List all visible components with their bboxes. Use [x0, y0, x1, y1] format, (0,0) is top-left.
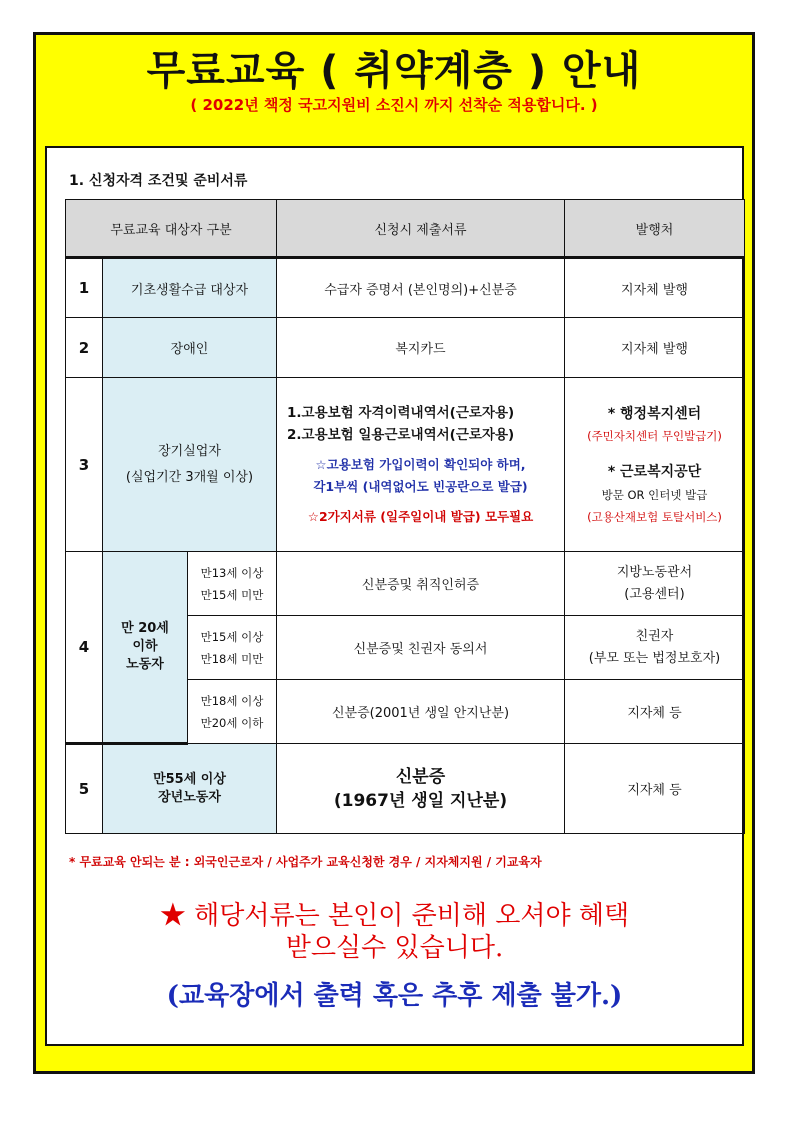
table-row [66, 552, 745, 616]
issuer-detail: (주민자치센터 무인발급기) [587, 428, 722, 443]
target-condition: (실업기간 3개월 이상) [125, 469, 254, 485]
doc-note: 각1부씩 (내역없어도 빈공란으로 발급) [313, 478, 528, 494]
table-row [66, 258, 745, 318]
target-cell [103, 378, 277, 552]
row-number: 4 [66, 552, 103, 744]
issuer-cell: 지자체 발행 [565, 318, 745, 378]
docs-cell: 복지카드 [277, 318, 565, 378]
issuer-cell [565, 378, 745, 552]
docs-cell: 신분증및 취직인허증 [277, 552, 565, 616]
target-label: 장년노동자 [158, 790, 221, 805]
notice-line: ★ 해당서류는 본인이 준비해 오셔야 혜택 [159, 901, 630, 931]
section-title: 1. 신청자격 조건및 준비서류 [69, 173, 248, 189]
issuer-name: 친권자 [635, 628, 674, 644]
table-row [66, 378, 745, 552]
docs-cell: 신분증및 친권자 동의서 [277, 616, 565, 680]
age-to: 만15세 미만 [200, 587, 264, 602]
age-cell [188, 552, 277, 616]
issuer-cell [565, 616, 745, 680]
doc-item: 1.고용보험 자격이력내역서(근로자용) [287, 404, 515, 421]
age-to: 만20세 이하 [200, 715, 264, 730]
target-label: 장기실업자 [158, 443, 221, 459]
docs-cell: 신분증(2001년 생일 안지난분) [277, 680, 565, 744]
issuer-detail: (고용산재보험 토탈서비스) [587, 509, 722, 524]
docs-cell [277, 744, 565, 834]
page-subtitle: ( 2022년 책정 국고지원비 소진시 까지 선착순 적용합니다. ) [190, 96, 598, 114]
row-number: 2 [66, 318, 103, 378]
age-from: 만13세 이상 [200, 565, 264, 580]
page-title: 무료교육 ( 취약계층 ) 안내 [146, 48, 642, 94]
target-label: 만 20세 [121, 621, 169, 636]
target-cell [103, 744, 277, 834]
target-cell: 기초생활수급 대상자 [103, 258, 277, 318]
issuer-cell: 지자체 발행 [565, 258, 745, 318]
age-from: 만18세 이상 [200, 693, 264, 708]
doc-item: 신분증 [395, 766, 446, 787]
age-cell [188, 616, 277, 680]
docs-cell [277, 378, 565, 552]
age-from: 만15세 이상 [200, 629, 264, 644]
issuer-cell [565, 552, 745, 616]
header-target: 무료교육 대상자 구분 [66, 200, 277, 258]
table-row [66, 318, 745, 378]
doc-item: (1967년 생일 지난분) [333, 790, 508, 811]
row-number: 5 [66, 744, 103, 834]
target-label: 만55세 이상 [153, 772, 226, 787]
header-docs: 신청시 제출서류 [277, 200, 565, 258]
issuer-name: 지방노동관서 [616, 564, 693, 580]
notice-warning: (교육장에서 출력 혹은 추후 제출 불가.) [166, 981, 623, 1011]
poster-frame [33, 32, 755, 1074]
target-label: 이하 [132, 639, 158, 654]
target-label: 노동자 [126, 657, 164, 672]
docs-cell: 수급자 증명서 (본인명의)+신분증 [277, 258, 565, 318]
target-cell [103, 552, 188, 744]
row-number: 3 [66, 378, 103, 552]
exclusion-note: * 무료교육 안되는 분 : 외국인근로자 / 사업주가 교육신청한 경우 / 지자체지원 / 기교육자 [69, 855, 542, 869]
issuer-name: * 행정복지센터 [607, 405, 702, 422]
doc-item: 2.고용보험 일용근로내역서(근로자용) [287, 426, 515, 443]
issuer-cell: 지자체 등 [565, 744, 745, 834]
notice-message [47, 900, 742, 964]
issuer-detail: 방문 OR 인터넷 발급 [601, 487, 708, 502]
notice-line: 받으실수 있습니다. [285, 933, 504, 963]
requirements-table [65, 199, 745, 834]
header-issuer: 발행처 [565, 200, 745, 258]
age-to: 만18세 미만 [200, 651, 264, 666]
doc-note: ☆고용보험 가입이력이 확인되야 하며, [315, 456, 526, 472]
issuer-name: * 근로복지공단 [607, 463, 702, 480]
age-cell [188, 680, 277, 744]
row-number: 1 [66, 258, 103, 318]
issuer-detail: (부모 또는 법정보호자) [588, 650, 721, 666]
issuer-cell: 지자체 등 [565, 680, 745, 744]
doc-note: ☆2가지서류 (일주일이내 발급) 모두필요 [307, 508, 534, 524]
content-box [45, 146, 744, 1046]
table-header-row [66, 200, 745, 258]
table-row [66, 744, 745, 834]
target-cell: 장애인 [103, 318, 277, 378]
issuer-detail: (고용센터) [624, 586, 685, 602]
